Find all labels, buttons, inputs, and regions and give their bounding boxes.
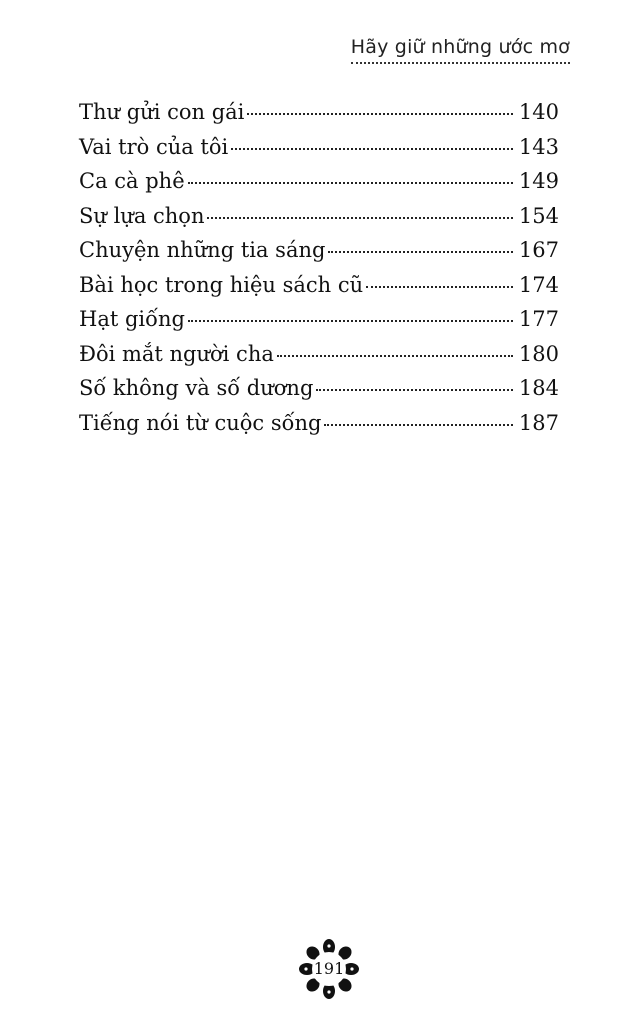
toc-entry-title: Tiếng nói từ cuộc sống — [79, 410, 322, 435]
toc-entry-title: Thư gửi con gái — [79, 100, 245, 124]
toc-entry-title: Số không và số dương — [79, 376, 314, 400]
toc-entry — [79, 411, 559, 446]
toc-entry-page: 184 — [518, 376, 559, 400]
toc-entry — [79, 376, 559, 411]
dot-leader — [188, 320, 513, 322]
dot-leader — [247, 113, 513, 115]
dot-leader — [316, 389, 513, 391]
toc-entry — [79, 169, 559, 204]
toc-entry-title: Bài học trong hiệu sách cũ — [79, 272, 364, 297]
dot-leader — [207, 217, 512, 219]
toc-entry — [79, 135, 559, 170]
running-header: Hãy giữ những ước mơ — [351, 36, 570, 64]
dot-leader — [328, 251, 512, 253]
toc-entry-title: Ca cà phê — [79, 169, 185, 193]
toc-entry-page: 177 — [518, 307, 559, 331]
toc-entry-page: 143 — [518, 134, 559, 159]
toc-entry-page: 149 — [518, 169, 559, 193]
toc-entry-title: Vai trò của tôi — [79, 134, 229, 159]
toc-entry — [79, 238, 559, 273]
toc-entry — [79, 273, 559, 308]
dot-leader — [277, 355, 513, 357]
dot-leader — [188, 182, 513, 184]
toc-entry — [79, 204, 559, 239]
dot-leader — [324, 424, 512, 426]
toc-entry-page: 140 — [518, 100, 559, 124]
toc-entry-page: 167 — [518, 238, 559, 262]
toc-entry-page: 180 — [518, 341, 559, 366]
toc-entry-title: Chuyện những tia sáng — [79, 238, 326, 262]
dot-leader — [366, 286, 513, 288]
toc-entry — [79, 307, 559, 342]
dot-leader — [231, 148, 513, 150]
toc-entry — [79, 100, 559, 135]
toc-entry-page: 174 — [518, 272, 559, 297]
toc-entry — [79, 342, 559, 377]
page-number-badge — [298, 938, 360, 1000]
page-number: 191 — [313, 959, 345, 978]
toc-entry-page: 154 — [518, 203, 559, 228]
toc-entry-title: Hạt giống — [79, 307, 185, 331]
toc-entry-title: Đôi mắt người cha — [79, 341, 274, 366]
table-of-contents — [79, 100, 559, 445]
toc-entry-title: Sự lựa chọn — [79, 203, 205, 228]
toc-entry-page: 187 — [518, 410, 559, 435]
